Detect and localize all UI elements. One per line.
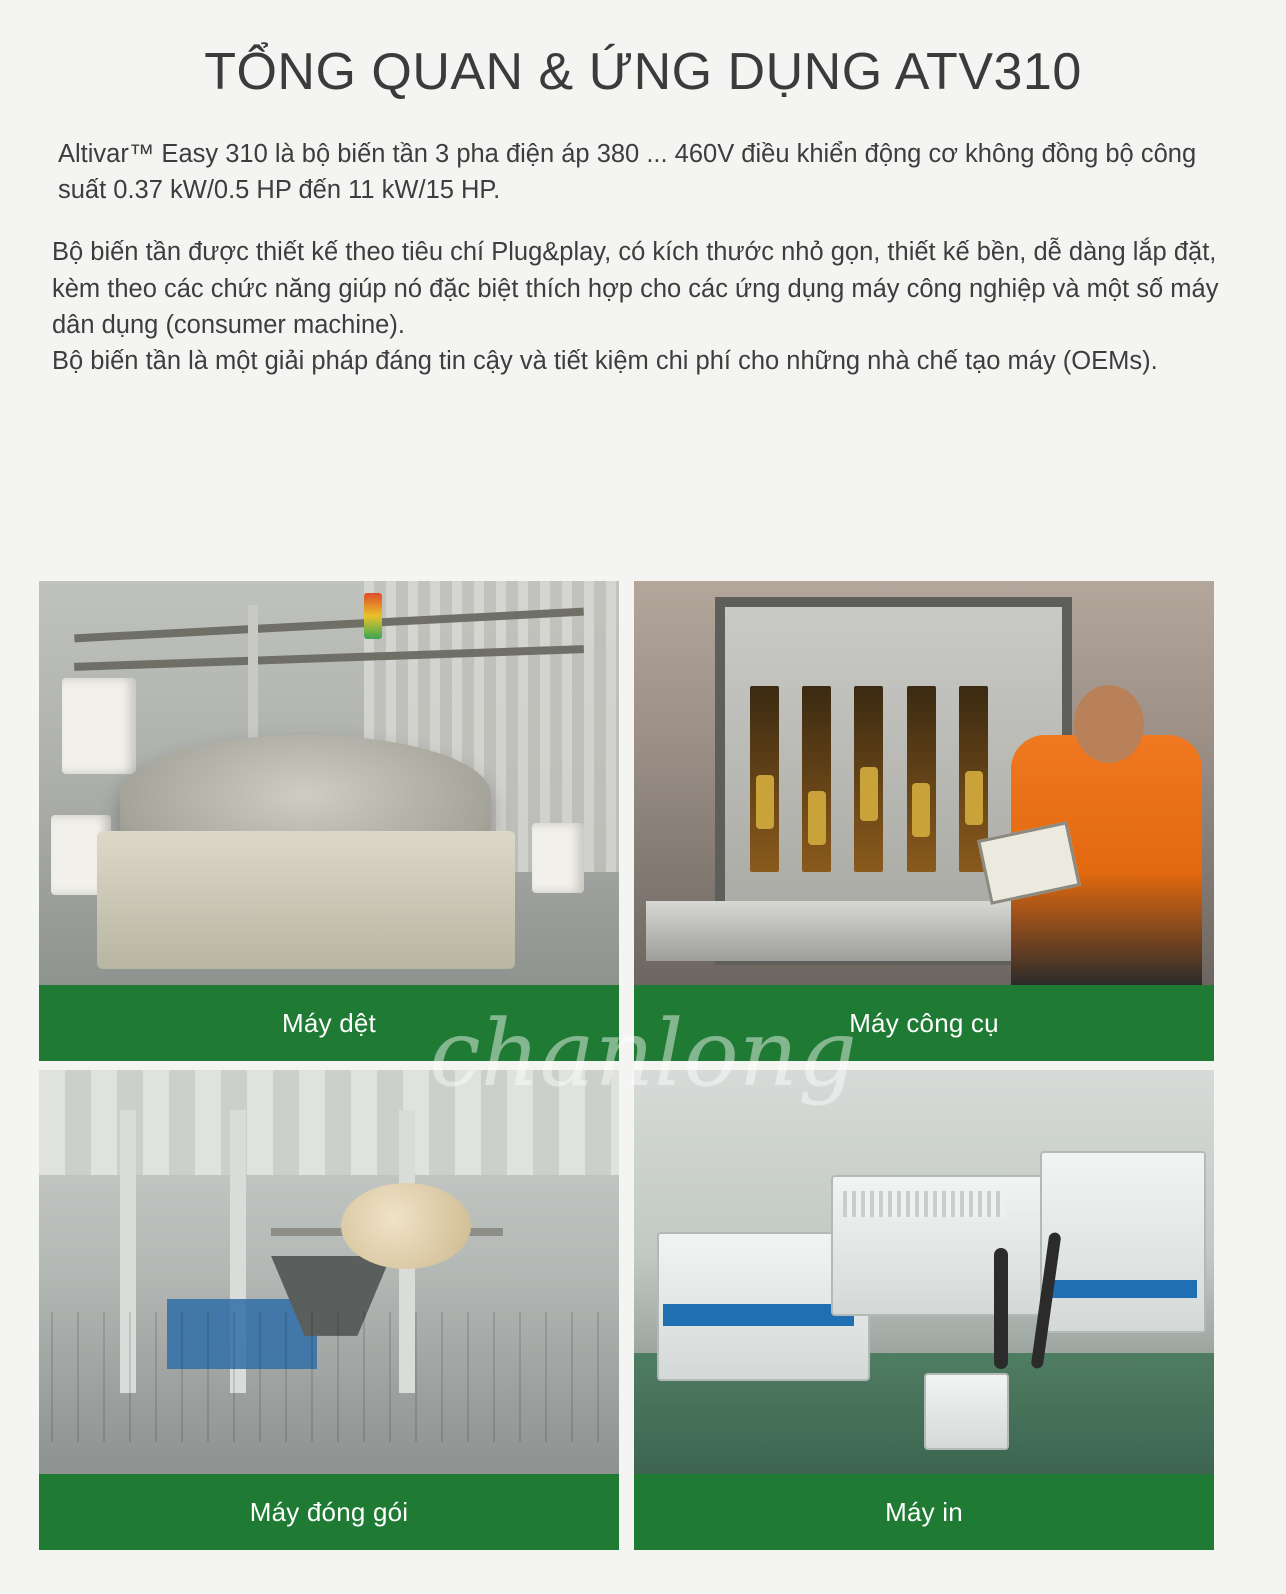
packaging-machine-photo (39, 1070, 619, 1474)
gallery-card-knitting[interactable] (39, 581, 619, 1061)
paragraph-1-text: Altivar™ Easy 310 là bộ biến tần 3 pha điện áp 380 ... 460V điều khiển động cơ không đồng bộ công suất 0.37 kW/0.5 HP đến 11 kW/15 HP. (58, 140, 1197, 205)
gallery-caption-knitting: Máy dệt (39, 985, 619, 1061)
paragraph-2-text: Bộ biến tần được thiết kế theo tiêu chí Plug&play, có kích thước nhỏ gọn, thiết kế bền, dễ dàng lắp đặt, kèm theo các chức năng giúp nó đặc biệt thích hợp cho các ứng dụng máy công nghiệp và một số máy dân dụng (consumer machine). (52, 238, 1219, 339)
paragraph-3-text: Bộ biến tần là một giải pháp đáng tin cậy và tiết kiệm chi phí cho những nhà chế tạo máy (OEMs). (52, 347, 1158, 376)
watermark: chanlong (429, 1000, 857, 1107)
page-title: TỔNG QUAN & ỨNG DỤNG ATV310 (204, 43, 1082, 101)
application-gallery (39, 581, 1247, 1550)
paragraph-2 (52, 234, 1238, 343)
printing-machine-photo (634, 1070, 1214, 1474)
gallery-card-packaging[interactable] (39, 1070, 619, 1550)
machine-tool-photo (634, 581, 1214, 985)
paragraph-1 (52, 136, 1238, 208)
gallery-caption-machine-tool: Máy công cụ (634, 985, 1214, 1061)
gallery-caption-printing: Máy in (634, 1474, 1214, 1550)
gallery-card-machine-tool[interactable] (634, 581, 1214, 1061)
description-block (0, 136, 1286, 379)
paragraph-3 (52, 343, 1238, 379)
gallery-caption-packaging: Máy đóng gói (39, 1474, 619, 1550)
gallery-card-printing[interactable] (634, 1070, 1214, 1550)
knitting-machine-photo (39, 581, 619, 985)
